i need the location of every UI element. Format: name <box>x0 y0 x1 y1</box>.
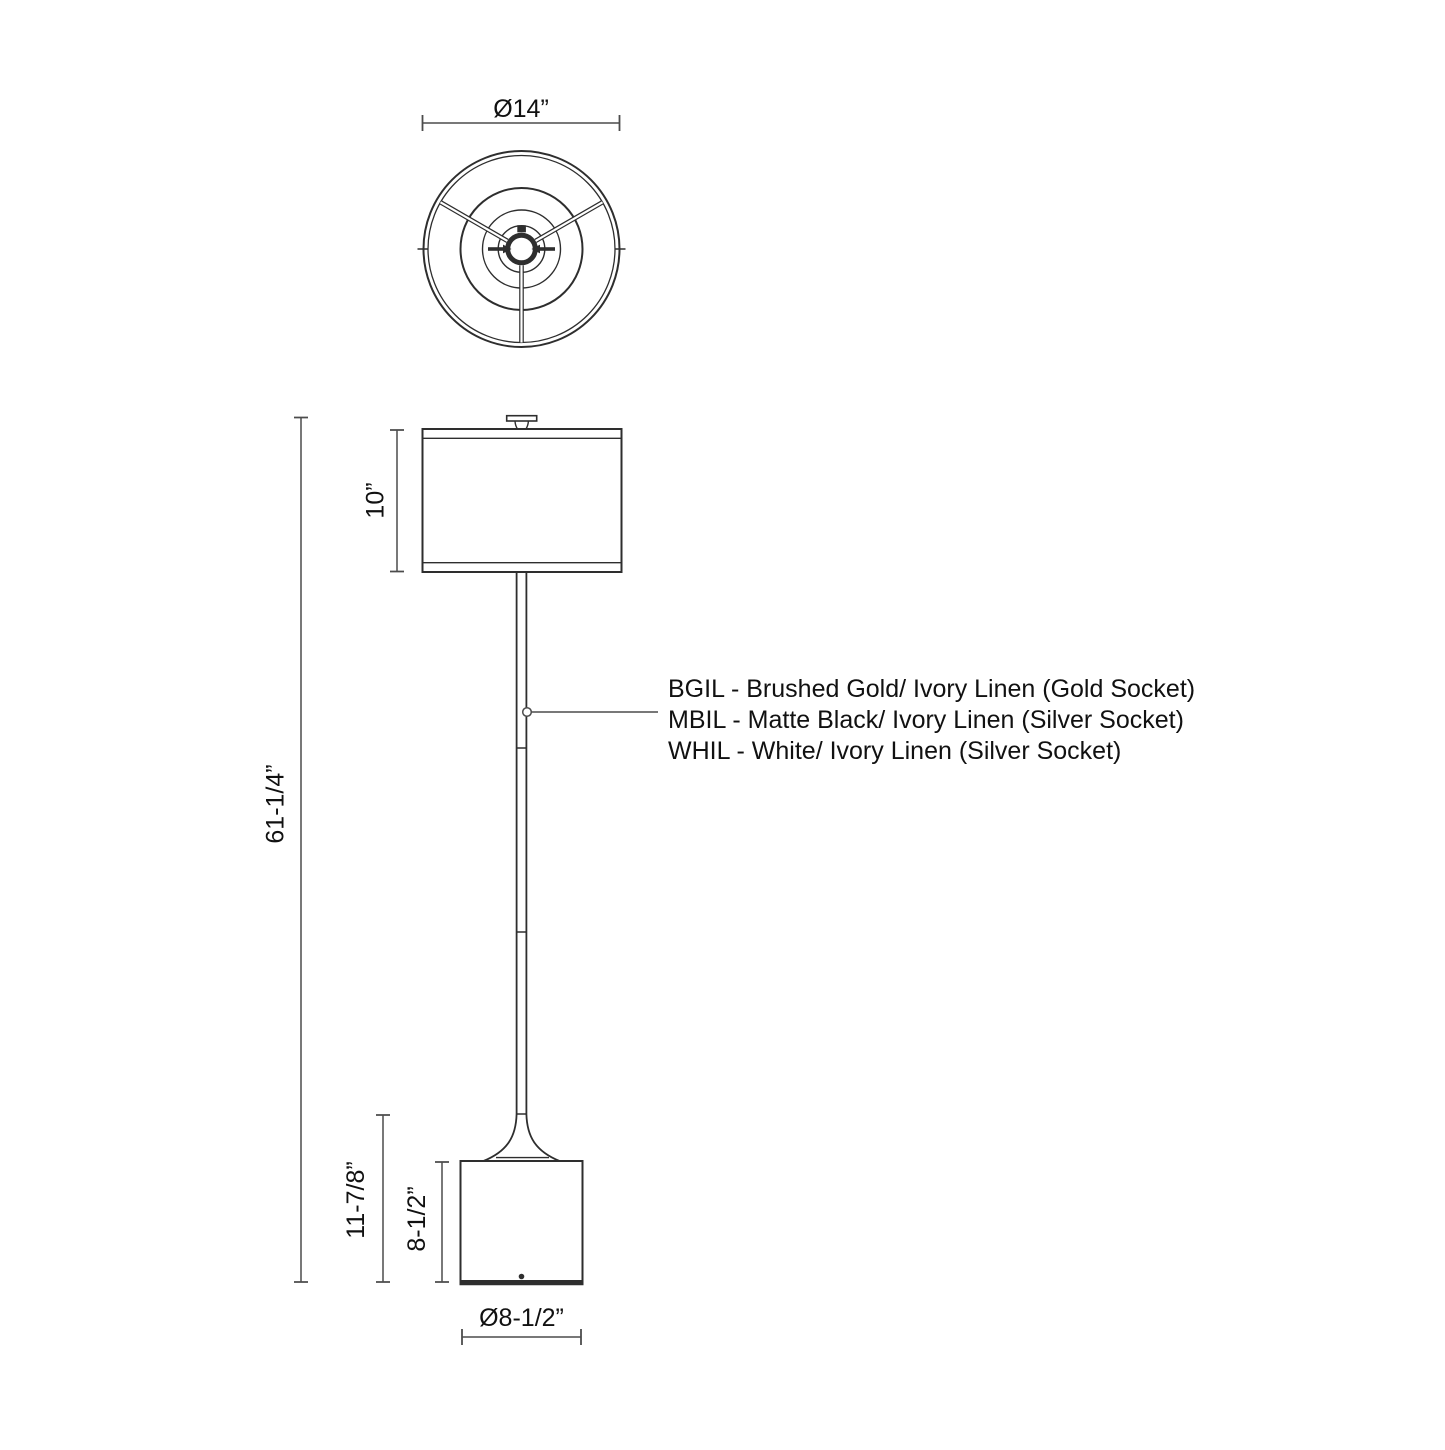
dimension-linework <box>262 95 620 1345</box>
top-view <box>418 151 626 347</box>
pole-sides <box>517 572 527 1114</box>
finial-cap <box>507 416 537 421</box>
lamp-shade <box>423 429 622 572</box>
pole-joint-ticks <box>517 748 527 1114</box>
lamp-pole <box>517 572 527 1114</box>
base-assembly <box>460 1114 584 1283</box>
dim-lower-assembly-height <box>342 1115 390 1282</box>
dim-base-diameter <box>462 1304 581 1345</box>
finial <box>507 416 537 429</box>
finial-neck <box>515 421 528 429</box>
base-diameter-label: Ø8-1/2” <box>479 1304 564 1332</box>
base-screw-dot <box>519 1274 525 1280</box>
base-height-label: 8-1/2” <box>403 1186 432 1252</box>
dim-shade-height <box>362 430 404 572</box>
finish-callout <box>523 675 1195 765</box>
shade-diameter-label: Ø14” <box>493 95 549 123</box>
finish-option-whil: WHIL - White/ Ivory Linen (Silver Socket) <box>668 737 1122 765</box>
finish-option-mbil: MBIL - Matte Black/ Ivory Linen (Silver Socket) <box>668 706 1184 734</box>
switch-key-top <box>517 225 526 232</box>
lower-assembly-height-label: 11-7/8” <box>342 1161 371 1239</box>
trumpet-flare <box>484 1114 560 1161</box>
overall-height-label: 61-1/4” <box>261 764 290 844</box>
base-cylinder <box>461 1161 583 1281</box>
socket-hub-circle <box>508 235 536 263</box>
dim-base-height <box>403 1162 449 1282</box>
shade-height-label: 10” <box>361 482 390 519</box>
finish-option-bgil: BGIL - Brushed Gold/ Ivory Linen (Gold Socket) <box>668 675 1196 703</box>
front-view <box>423 416 622 1283</box>
object-linework <box>418 151 626 1283</box>
dim-shade-diameter <box>423 95 620 131</box>
dim-overall-height <box>262 418 308 1283</box>
shade-outline <box>423 429 622 572</box>
leader-dot-icon <box>523 708 532 717</box>
